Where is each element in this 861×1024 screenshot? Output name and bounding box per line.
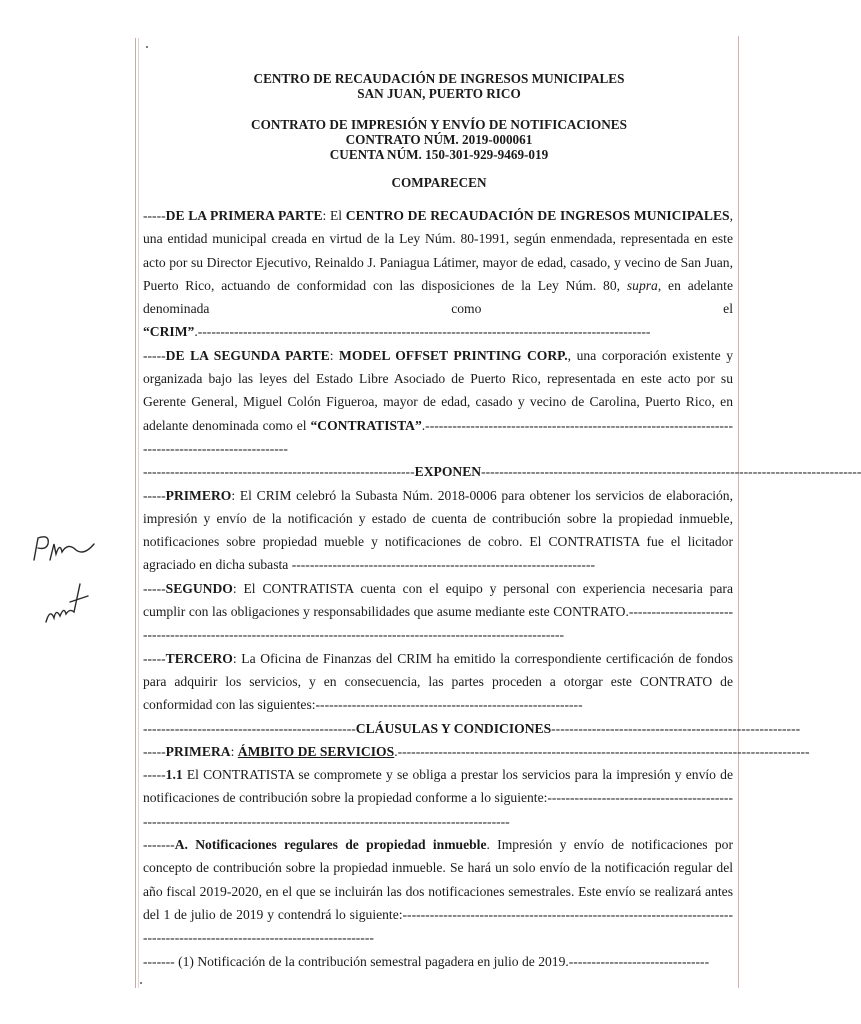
handwritten-initials-2: [40, 578, 100, 633]
comparecen-heading: COMPARECEN: [391, 175, 487, 190]
exponen-heading: ------------------------------------------------------------EXPONEN------------------------------------------------------------------------------------: [143, 464, 861, 480]
header-line-5: CUENTA NÚM. 150-301-929-9469-019: [329, 147, 549, 162]
clause-number-1-1: 1.1: [165, 767, 183, 783]
clause-1-1: -----1.1 El CONTRATISTA se compromete y se obliga a prestar los servicios para la impresión y envío de notificaciones de contribución sobre la propiedad conforme a lo siguiente:--------------------------------------------------------------------------------------------------------------------------: [143, 767, 733, 829]
entity-crim: CENTRO DE RECAUDACIÓN DE INGRESOS MUNICIPALES: [345, 208, 730, 223]
left-margin-rule-inner: [138, 38, 139, 988]
scan-speck: [146, 46, 148, 48]
supra-italic: supra: [626, 277, 658, 293]
label-notificaciones-regulares: A. Notificaciones regulares de propiedad inmueble: [174, 837, 487, 853]
entity-contratista: MODEL OFFSET PRINTING CORP.: [339, 347, 568, 363]
header-line-3: CONTRATO DE IMPRESIÓN Y ENVÍO DE NOTIFICACIONES: [251, 117, 627, 132]
left-margin-rule: [135, 38, 136, 988]
document-header-contract: [140, 117, 738, 162]
scan-speck: [140, 982, 142, 984]
label-primera: PRIMERA: [165, 743, 231, 759]
alias-contratista: “CONTRATISTA”: [310, 417, 422, 433]
paragraph-primero: -----PRIMERO: El CRIM celebró la Subasta Núm. 2018-0006 para obtener los servicios de elaboración, impresión y envío de la notificación y estado de cuenta de contribución sobre la propiedad inmueble, notificaciones sobre propiedad mueble y notificaciones de cobro. El CONTRATISTA fue el licitador agraciado en dicha subasta -------------------------------------------------------------------: [143, 487, 733, 573]
header-line-2: SAN JUAN, PUERTO RICO: [357, 86, 521, 101]
clause-primera-title: -----PRIMERA: ÁMBITO DE SERVICIOS.-------------------------------------------------------------------------------------------: [143, 743, 810, 759]
label-primero: PRIMERO: [165, 487, 232, 503]
label-segundo: SEGUNDO: [165, 580, 233, 596]
paragraph-segundo: -----SEGUNDO: El CONTRATISTA cuenta con el equipo y personal con experiencia necesaria para cumplir con las obligaciones y responsabilidades que asume mediante este CONTRATO.--------------------------------------------------------------------------------------------------------------------: [143, 580, 733, 643]
paragraph-segunda-parte: -----DE LA SEGUNDA PARTE: MODEL OFFSET PRINTING CORP., una corporación existente y organizada bajo las leyes del Estado Libre Asociado de Puerto Rico, representada en este acto por su Gerente General, Miguel Colón Figueroa, mayor de edad, casado y vecino de Carolina, Puerto Rico, en adelante denominada como el “CONTRATISTA”.----------------------------------------------------------------------------------------------------: [143, 347, 733, 456]
right-margin-rule: [738, 36, 739, 988]
header-line-1: CENTRO DE RECAUDACIÓN DE INGRESOS MUNICIPALES: [253, 71, 625, 86]
label-primera-parte: DE LA PRIMERA PARTE: [165, 208, 323, 223]
alias-crim: “CRIM”: [143, 324, 195, 340]
title-ambito-servicios: ÁMBITO DE SERVICIOS: [237, 743, 395, 759]
document-header-institution: [140, 71, 738, 101]
clause-a: -------A. Notificaciones regulares de propiedad inmueble. Impresión y envío de notificaciones por concepto de contribución sobre la propiedad inmueble. Se hará un solo envío de la notificación regular del año fiscal 2019-2020, en el que se incluirán las dos notificaciones semestrales. Este envío se realizará antes del 1 de julio de 2019 y contendrá lo siguiente:----------------------------------------------------------------------------------------------------------------------------: [143, 837, 733, 946]
contract-body: [143, 204, 861, 973]
label-tercero: TERCERO: [165, 650, 233, 666]
paragraph-primera-parte: -----DE LA PRIMERA PARTE: El CENTRO DE RECAUDACIÓN DE INGRESOS MUNICIPALES, una entidad municipal creada en virtud de la Ley Núm. 80-1991, según enmendada, representada en este acto por su Director Ejecutivo, Reinaldo J. Paniagua Látimer, mayor de edad, casado, y vecino de San Juan, Puerto Rico, actuando de conformidad con las disposiciones de la Ley Núm. 80, supra, en adelante denominada como el “CRIM”.----------------------------------------------------------------------------------------------------: [143, 208, 734, 340]
handwritten-initials-1: [28, 530, 108, 570]
clause-item-1: ------- (1) Notificación de la contribución semestral pagadera en julio de 2019.-------------------------------: [143, 953, 710, 969]
paragraph-tercero: -----TERCERO: La Oficina de Finanzas del CRIM ha emitido la correspondiente certificación de fondos para adquirir los servicios, y en consecuencia, las partes proceden a otorgar este CONTRATO de conformidad con las siguientes:-----------------------------------------------------------: [143, 650, 733, 713]
header-line-4: CONTRATO NÚM. 2019-000061: [345, 132, 533, 147]
clausulas-heading: -----------------------------------------------CLÁUSULAS Y CONDICIONES-------------------------------------------------------: [143, 720, 801, 736]
label-segunda-parte: DE LA SEGUNDA PARTE: [165, 347, 330, 363]
